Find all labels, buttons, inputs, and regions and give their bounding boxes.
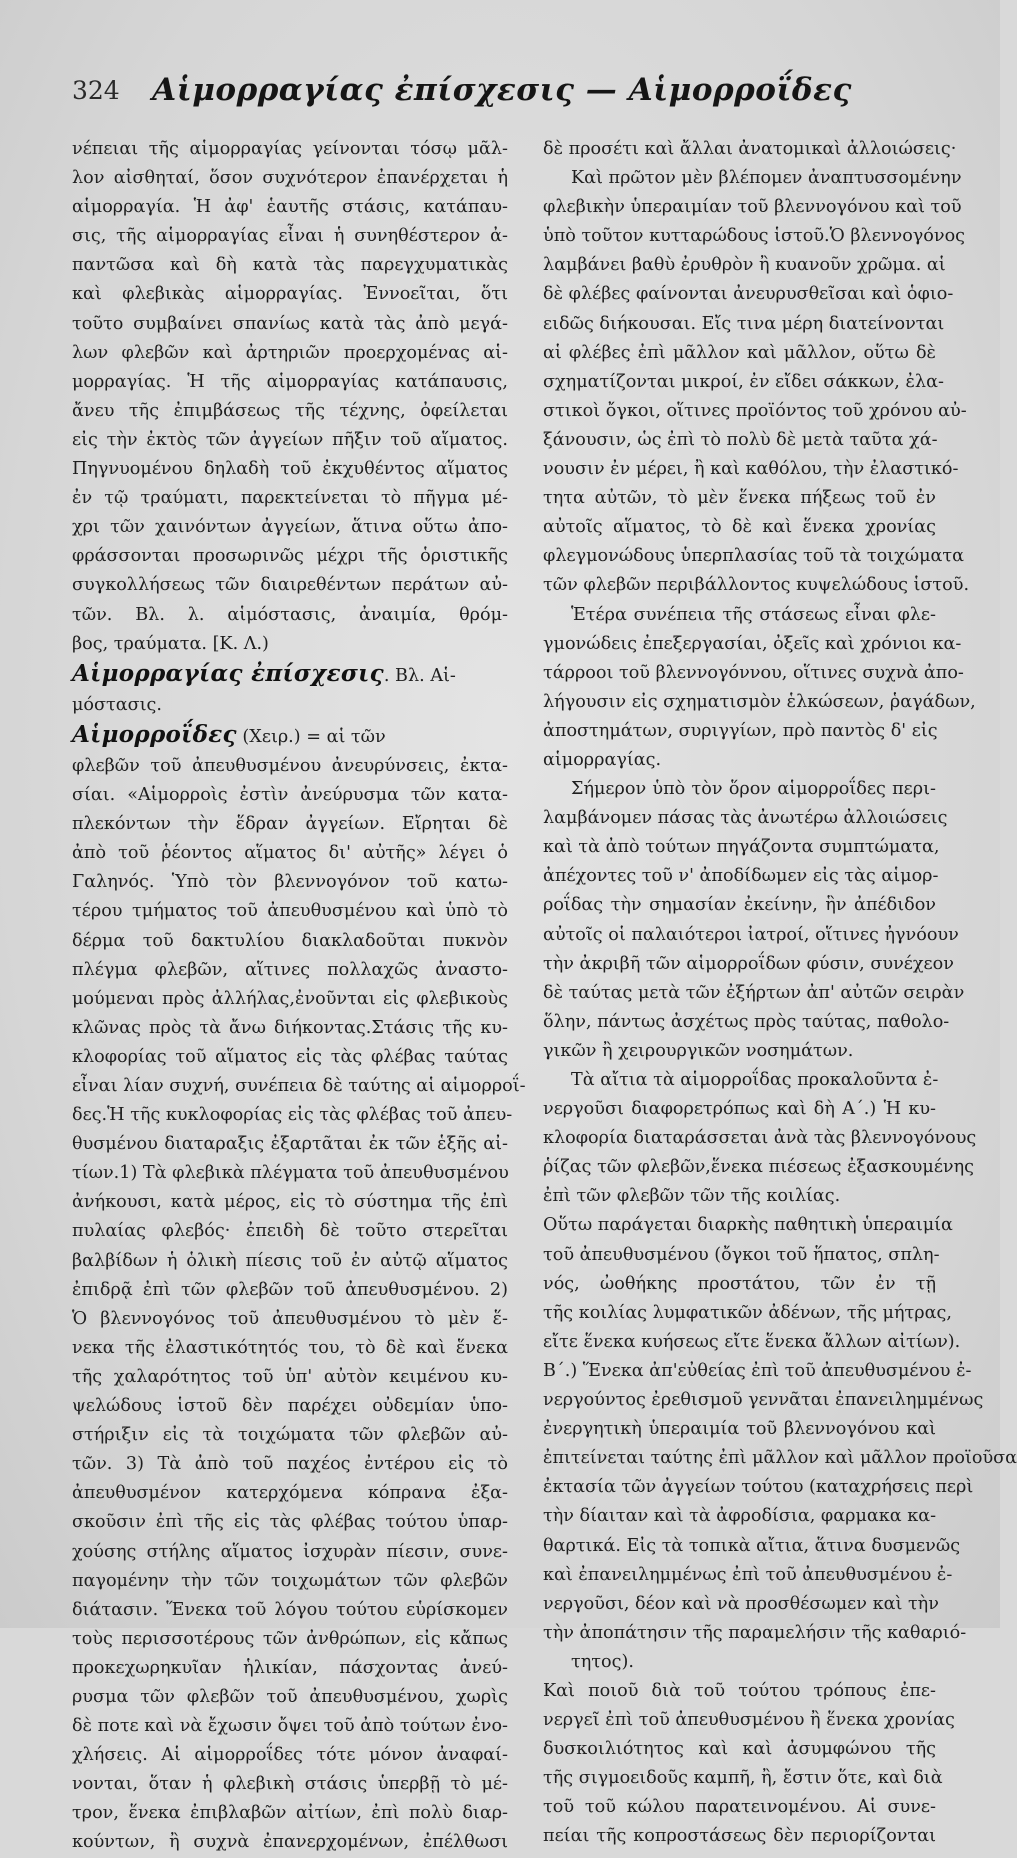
text-line: ἐκτασία τῶν ἀγγείων τούτου (καταχρήσεις περὶ [543,1477,974,1498]
text-line: τὴν ἀποπάτησιν τῆς παραμελήσιν τῆς καθαριό- [543,1622,967,1643]
text-line: σκοῦσιν ἐπὶ τῆς εἰς τὰς φλέβας τούτου ὑπαρ- [72,1512,508,1533]
left-column-text-part-1 [72,135,508,659]
text-line: εἶναι λίαν συχνή, συνέπεια δὲ ταύτης αἱ αἱμορροΐ- [72,1076,526,1096]
text-line: δὲ ταύτας μετὰ τῶν ἐξήρτων ἀπ' αὐτῶν σειρὰν [543,982,965,1003]
text-line: τῶν. 3) Τὰ ἀπὸ τοῦ παχέος ἐντέρου εἰς τὸ [72,1454,508,1475]
text-line: τοῦτο συμβαίνει σπανίως κατὰ τὰς ἀπὸ μεγά- [72,313,508,334]
text-line: ροΐδας τὴν σημασίαν ἐκείνην, ἣν ἀπέδιδον [543,895,936,916]
text-line: δὲ ποτε καὶ νὰ ἔχωσιν ὄψει τοῦ ἀπὸ τούτων ἐνο- [72,1716,508,1737]
text-line: καὶ ἐπανειλημμένως ἐπὶ τοῦ ἀπευθυσμένου ἐ- [543,1564,953,1585]
text-line: κλῶνας πρὸς τὰ ἄνω διήκοντας.Στάσις τῆς κυ- [72,1017,508,1038]
left-column-text-part-2 [72,752,526,1858]
text-line: συγκολλήσεως τῶν διαιρεθέντων περάτων αὐ- [72,575,508,596]
text-line: Β΄.) Ἕνεκα ἀπ'εὐθείας ἐπὶ τοῦ ἀπευθυσμένου ἐ- [543,1360,972,1381]
text-line: ἐν τῷ τραύματι, παρεκτείνεται τὸ πῆγμα μέ- [72,488,508,509]
text-line: τοῦ ἀπευθυσμένου (ὄγκοι τοῦ ἥπατος, σπλη- [543,1244,940,1265]
text-line: στικοὶ ὄγκοι, οἵτινες προϊόντος τοῦ χρόνου αὐ- [543,400,967,421]
text-line: στήριξιν εἰς τὰ τοιχώματα τῶν φλεβῶν αὐ- [72,1425,508,1446]
entry-line [72,720,508,752]
text-line: εἴτε ἕνεκα κυήσεως εἴτε ἕνεκα ἄλλων αἰτίων). [543,1331,961,1352]
text-line: Καὶ ποιοῦ διὰ τοῦ τούτου τρόπους ἐπε- [543,1680,936,1701]
text-line: Ὁ βλεννογόνος τοῦ ἀπευθυσμένου τὸ μὲν ἕ- [72,1308,508,1329]
text-line: ἐπιτείνεται ταύτης ἐπὶ μᾶλλον καὶ μᾶλλον προϊοῦσα [543,1448,1017,1469]
entry-line: μόστασις. [72,694,163,715]
text-line: φλεβῶν τοῦ ἀπευθυσμένου ἀνευρύνσεις, ἐκτα- [72,755,508,776]
text-line: ἀπευθυσμένον κατερχόμενα κόπρανα ἐξα- [72,1483,508,1504]
entry-line [72,659,508,691]
text-line: πυλαίας φλεβός· ἐπειδὴ δὲ τοῦτο στερεῖται [72,1221,508,1242]
text-line: βαλβίδων ἡ ὁλικὴ πίεσις τοῦ ἐν αὐτῷ αἵματος [72,1250,508,1271]
text-line: εἰς τὴν ἐκτὸς τῶν ἀγγείων πῆξιν τοῦ αἵματος. [72,429,508,450]
text-line: Σήμερον ὑπὸ τὸν ὅρον αἱμορροΐδες περι- [571,779,936,800]
text-line: ρυσμα τῶν φλεβῶν τοῦ ἀπευθυσμένου, χωρὶς [72,1686,508,1707]
text-line: νεργεῖ ἐπὶ τοῦ ἀπευθυσμένου ἢ ἕνεκα χρονίας [543,1710,955,1731]
text-line: λον αἰσθηταί, ὅσον συχνότερον ἐπανέρχεται ἡ [72,168,508,189]
text-line: νονται, ὅταν ἡ φλεβικὴ στάσις ὑπερβῇ τὸ μέ- [72,1774,508,1795]
text-line: σχηματίζονται μικροί, ἐν εἴδει σάκκων, ἐλα- [543,371,944,392]
entry-heading: Αἱμορραγίας ἐπίσχεσις [72,659,384,687]
page-number: 324 [72,76,120,105]
text-line: Πηγνυομένου δηλαδὴ τοῦ ἐκχυθέντος αἵματος [72,459,508,480]
text-line: λαμβάνομεν πάσας τὰς ἀνωτέρω ἀλλοιώσεις [543,808,948,829]
text-line: τάρροοι τοῦ βλεννογόννου, οἵτινες συχνὰ ἀπο- [543,662,964,683]
running-title: Αἱμορραγίας ἐπίσχεσις — Αἱμορροΐδες [152,72,852,108]
text-line: τῶν φλεβῶν περιβάλλοντος κυψελώδους ἱστοῦ. [543,575,970,596]
text-line: νός, ὠοθήκης προστάτου, τῶν ἐν τῇ [543,1273,936,1294]
text-line: χούσης στήλης αἵματος ἰσχυρὰν πίεσιν, συνε- [72,1541,508,1562]
text-line: λων φλεβῶν καὶ ἀρτηριῶν προερχομένας αἱ- [72,342,508,363]
text-line: ῥίζας τῶν φλεβῶν,ἕνεκα πιέσεως ἐξασκουμένης [543,1157,975,1178]
text-line: γμονώδεις ἐπεξεργασίαι, ὀξεῖς καὶ χρόνιοι κα- [543,633,962,654]
text-line: Τὰ αἴτια τὰ αἱμορροΐδας προκαλοῦντα ἐ- [571,1070,939,1090]
right-column-text [543,135,1017,1852]
text-line: τοῦ τοῦ κώλου παρατεινομένου. Αἱ συνε- [543,1797,936,1818]
text-line: τῆς κοιλίας λυμφατικῶν ἀδένων, τῆς μήτρας, [543,1302,952,1323]
text-line: αἱμορραγίας. [543,749,662,770]
text-line: διάτασιν. Ἕνεκα τοῦ λόγου τούτου εὑρίσκομεν [72,1599,508,1620]
entry-heading: Αἱμορροΐδες [72,720,237,748]
text-line: λαμβάνει βαθὺ ἐρυθρὸν ἢ κυανοῦν χρῶμα. αἱ [543,255,946,276]
text-line: ὅλην, πάντως ἀσχέτως πρὸς ταύτας, παθολο- [543,1011,950,1032]
text-line: σίαι. «Αἱμορροὶς ἐστὶν ἀνεύρυσμα τῶν κατα- [72,785,508,806]
text-line: ἐπιδρᾷ ἐπὶ τῶν φλεβῶν τοῦ ἀπευθυσμένου. 2) [72,1279,508,1300]
text-line: τῆς σιγμοειδοῦς καμπῆ, ἢ, ἔστιν ὅτε, καὶ διὰ [543,1768,943,1789]
text-line: καὶ φλεβικὰς αἱμορραγίας. Ἐννοεῖται, ὅτι [72,284,508,305]
text-line: ξάνουσιν, ὡς ἐπὶ τὸ πολὺ δὲ μετὰ ταῦτα χά- [543,429,938,450]
text-line: πλέγμα φλεβῶν, αἵτινες πολλαχῶς ἀναστο- [72,959,508,980]
text-line: τῆς χαλαρότητος τοῦ ὑπ' αὐτὸν κειμένου κυ- [72,1366,508,1387]
text-line: κλοφορία διαταράσσεται ἀνὰ τὰς βλεννογόνους [543,1128,977,1149]
text-line: αἱμορραγία. Ἡ ἀφ' ἑαυτῆς στάσις, κατάπαυ- [72,197,508,218]
text-line: τὴν δίαιταν καὶ τὰ ἀφροδίσια, φαρμακα κα- [543,1506,937,1527]
text-line: ἐνεργητικὴ ὑπεραιμία τοῦ βλεννογόνου καὶ [543,1419,936,1440]
text-line: τρον, ἕνεκα ἐπιβλαβῶν αἰτίων, ἐπὶ πολὺ διαρ- [72,1803,508,1824]
text-line: σις, τῆς αἱμορραγίας εἶναι ἡ συνηθέστερον ἀ- [72,226,508,247]
text-line: τητος). [571,1651,634,1672]
text-line: δὲ προσέτι καὶ ἄλλαι ἀνατομικαὶ ἀλλοιώσεις· [543,139,957,159]
text-line: τίων.1) Τὰ φλεβικὰ πλέγματα τοῦ ἀπευθυσμένου [72,1163,509,1184]
text-line: βος, τραύματα. [Κ. Λ.) [72,633,269,654]
text-line: θαρτικά. Εἰς τὰ τοπικὰ αἴτια, ἅτινα δυσμενῶς [543,1535,961,1556]
text-line: νεργοῦσι, δέον καὶ νὰ προσθέσωμεν καὶ τὴν [543,1593,939,1614]
text-line: ἀπέχοντες τοῦ ν' ἀποδίδωμεν εἰς τὰς αἱμορ- [543,866,939,887]
text-line: φλεγμονώδους ὑπερπλασίας τοῦ τὰ τοιχώματα [543,546,965,567]
text-line: νεκα τῆς ἐλαστικότητός του, τὸ δὲ καὶ ἕνεκα [72,1337,508,1358]
page-header [72,72,932,122]
text-line: πλεκόντων τὴν ἕδραν ἀγγείων. Εἴρηται δὲ [72,814,508,835]
text-line: φλεβικὴν ὑπεραιμίαν τοῦ βλεννογόνου καὶ τοῦ [543,197,962,218]
text-line: ἐπὶ τῶν φλεβῶν τῶν τῆς κοιλίας. [543,1186,841,1207]
text-line: νεργοῦσι διαφορετρόπως καὶ δὴ Α΄.) Ἡ κυ- [543,1099,936,1120]
text-line: αὐτοῖς οἱ παλαιότεροι ἰατροί, οἵτινες ἠγνόουν [543,924,959,945]
text-line: δες.Ἡ τῆς κυκλοφορίας εἰς τὰς φλέβας τοῦ ἀπευ- [72,1105,513,1126]
left-column [72,135,526,1853]
text-line: Οὕτω παράγεται διαρκὴς παθητικὴ ὑπεραιμία [543,1215,953,1236]
text-line: αἱ φλέβες ἐπὶ μᾶλλον καὶ μᾶλλον, οὕτω δὲ [543,342,936,363]
text-line: ἄνευ τῆς ἐπιμβάσεως τῆς τέχνης, ὀφείλεται [72,400,508,421]
text-line: χλήσεις. Αἱ αἱμορροΐδες τότε μόνον ἀναφαί- [72,1745,508,1766]
text-line: τῶν. Βλ. λ. αἱμόστασις, ἀναιμία, θρόμ- [72,604,508,625]
text-line: μορραγίας. Ἡ τῆς αἱμορραγίας κατάπαυσις, [72,371,508,392]
text-line: θυσμένου διαταραξις ἐξαρτᾶται ἐκ τῶν ἑξῆς αἰ- [72,1134,508,1155]
text-line: νεργούντος ἐρεθισμοῦ γεννᾶται ἐπανειλημμένως [543,1390,984,1411]
text-line: πείαι τῆς κοπροστάσεως δὲν περιορίζονται [543,1826,936,1847]
text-line: γικῶν ἢ χειρουργικῶν νοσημάτων. [543,1040,854,1061]
text-line: ἀπὸ τοῦ ῥέοντος αἵματος δι' αὐτῆς» λέγει ὁ [72,843,508,864]
text-line: δέρμα τοῦ δακτυλίου διακλαδοῦται πυκνὸν [72,930,508,951]
text-line: παντῶσα καὶ δὴ κατὰ τὰς παρεγχυματικὰς [72,255,508,276]
text-line: μούμεναι πρὸς ἀλλήλας,ἐνοῦνται εἰς φλεβικοὺς [72,988,508,1009]
entry-crossref: . Βλ. Αἱ- [383,665,456,686]
text-line: κλοφορίας τοῦ αἵματος εἰς τὰς φλέβας ταύτας [72,1046,508,1067]
text-line: αὐτοῖς αἵματος, τὸ δὲ καὶ ἕνεκα χρονίας [543,517,936,538]
text-line: Καὶ πρῶτον μὲν βλέπομεν ἀναπτυσσομένην [571,168,962,189]
text-line: νέπειαι τῆς αἱμορραγίας γείνονται τόσῳ μᾶλ- [72,139,508,159]
text-line: τὴν ἀκριβῆ τῶν αἱμορροΐδων φύσιν, συνέχεον [543,953,954,974]
text-line: δυσκοιλιότητος καὶ καὶ ἀσυμφώνου τῆς [543,1739,936,1760]
text-line: τοὺς περισσοτέρους τῶν ἀνθρώπων, εἰς κἄπως [72,1628,508,1649]
text-line: φράσσονται προσωρινῶς μέχρι τῆς ὁριστικῆς [72,546,508,567]
text-line: χρι τῶν χαινόντων ἀγγείων, ἅτινα οὕτω ἀπο- [72,517,508,538]
text-line: προκεχωρηκυῖαν ἡλικίαν, πάσχοντας ἀνεύ- [72,1657,508,1678]
text-line: ειδῶς διήκουσαι. Εἴς τινα μέρη διατείνονται [543,313,945,334]
text-line: ὑπὸ τοῦτον κυτταρώδους ἱστοῦ.Ὁ βλεννογόνος [543,226,966,247]
text-line: δὲ φλέβες φαίνονται ἀνευρυσθεῖσαι καὶ ὁφιο- [543,284,954,305]
text-line: καὶ τὰ ἀπὸ τούτων πηγάζοντα συμπτώματα, [543,837,940,858]
text-line: παγομένην τὴν τῶν τοιχωμάτων τῶν φλεβῶν [72,1570,508,1591]
text-line: Γαληνός. Ὑπὸ τὸν βλεννογόνον τοῦ κατω- [72,872,508,893]
text-line: ἀποστημάτων, συριγγίων, πρὸ παντὸς δ' εἰς [543,720,938,741]
text-line: νουσιν ἐν μέρει, ἢ καὶ καθόλου, τὴν ἐλαστικό- [543,459,959,480]
right-column [543,135,1017,1847]
entry-definition-start: (Χειρ.) = αἱ τῶν [236,726,386,747]
text-line: λήγουσιν εἰς σχηματισμὸν ἑλκώσεων, ῥαγάδων, [543,691,976,712]
text-line: ψελώδους ἱστοῦ δὲν παρέχει οὐδεμίαν ὑπο- [72,1396,508,1417]
text-line: τητα αὐτῶν, τὸ μὲν ἕνεκα πήξεως τοῦ ἐν [543,488,936,509]
text-line: ἀνήκουσι, κατὰ μέρος, εἰς τὸ σύστημα τῆς ἐπὶ [72,1192,508,1213]
text-line: κούντων, ἢ συχνὰ ἐπανερχομένων, ἐπέλθωσι [72,1832,508,1853]
text-line: Ἑτέρα συνέπεια τῆς στάσεως εἶναι φλε- [571,604,936,625]
text-line: τέρου τμήματος τοῦ ἀπευθυσμένου καὶ ὑπὸ τὸ [72,901,508,922]
